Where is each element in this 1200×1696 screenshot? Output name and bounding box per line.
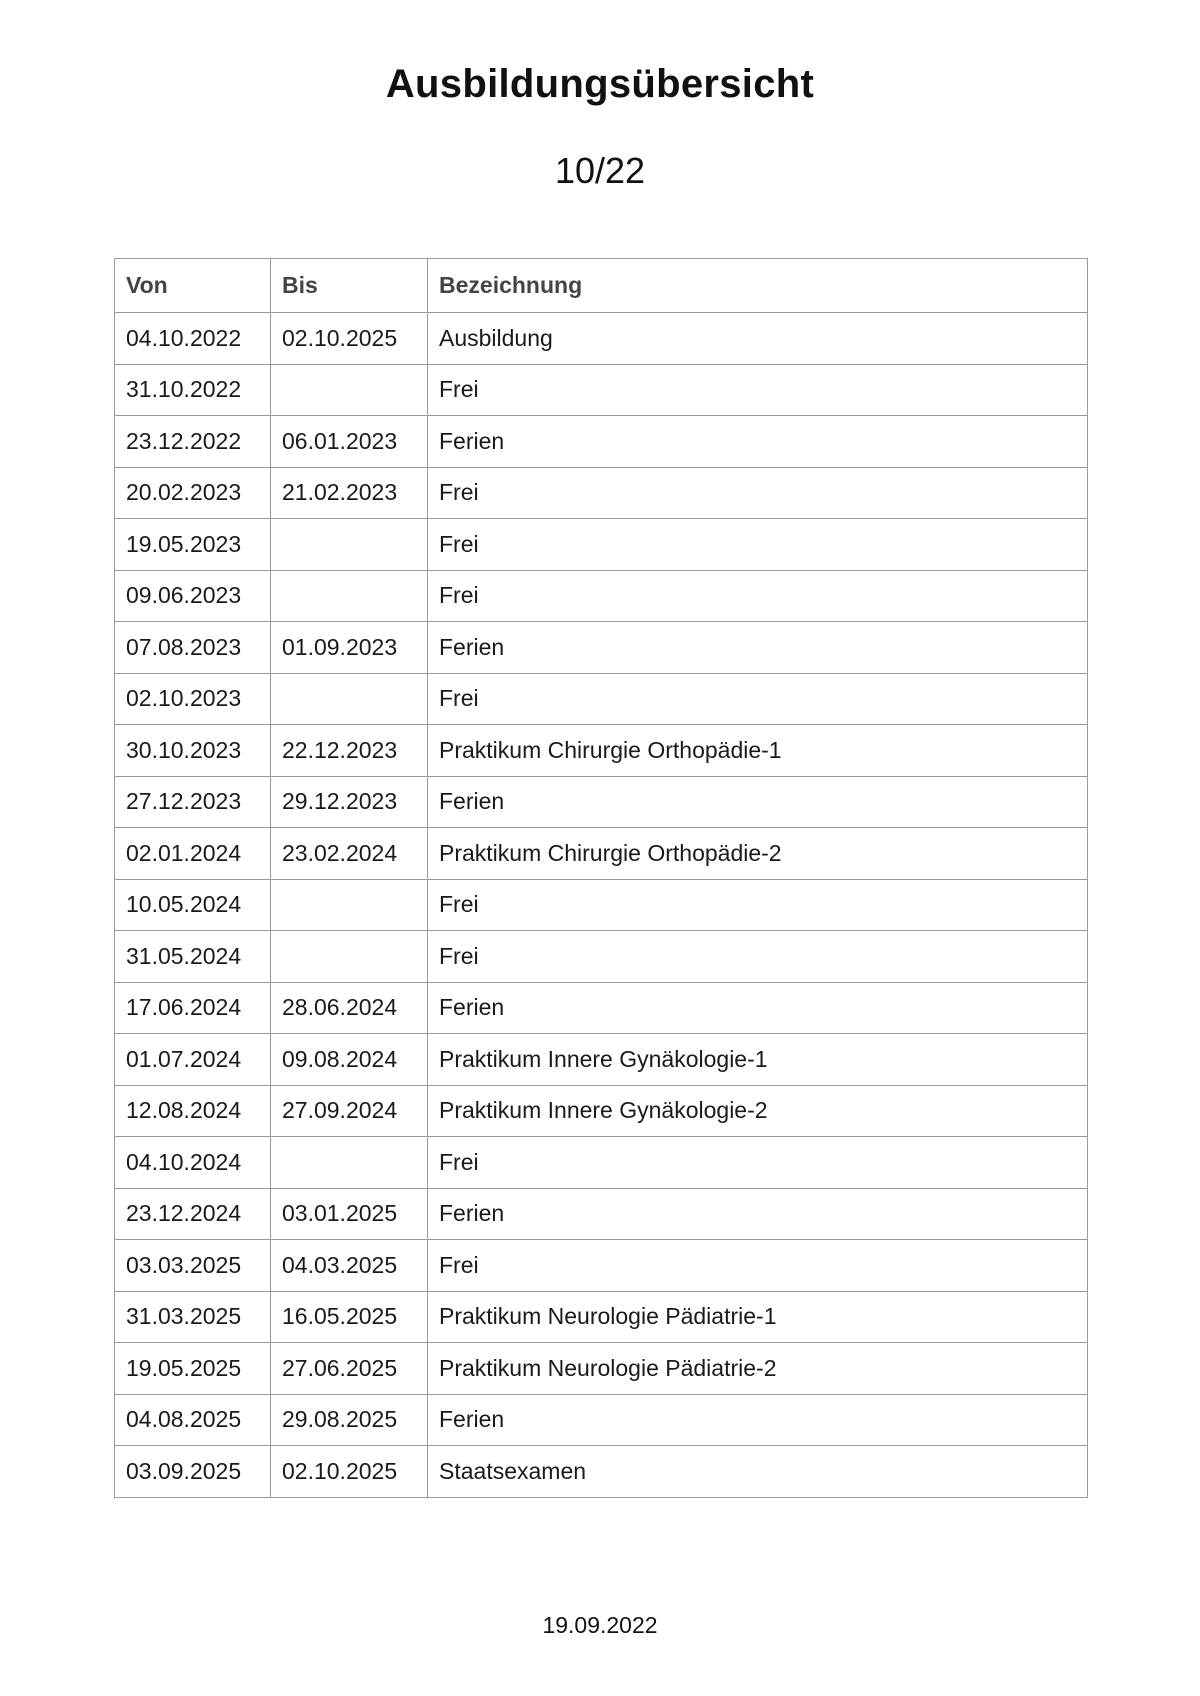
cell-von: 04.08.2025 — [115, 1394, 271, 1446]
cell-bezeichnung: Frei — [428, 1137, 1088, 1189]
table-row — [115, 1343, 1088, 1395]
cell-bezeichnung: Ferien — [428, 1188, 1088, 1240]
cell-bezeichnung: Frei — [428, 673, 1088, 725]
cell-bis: 16.05.2025 — [271, 1291, 428, 1343]
cell-bis: 04.03.2025 — [271, 1240, 428, 1292]
cell-von: 01.07.2024 — [115, 1034, 271, 1086]
cell-bezeichnung: Ferien — [428, 982, 1088, 1034]
cell-bezeichnung: Ausbildung — [428, 313, 1088, 365]
cell-bis: 21.02.2023 — [271, 467, 428, 519]
table-row — [115, 1291, 1088, 1343]
cell-von: 20.02.2023 — [115, 467, 271, 519]
table-row — [115, 1137, 1088, 1189]
cell-bis — [271, 931, 428, 983]
table-row — [115, 776, 1088, 828]
cell-bezeichnung: Frei — [428, 467, 1088, 519]
cell-von: 31.03.2025 — [115, 1291, 271, 1343]
cell-von: 03.09.2025 — [115, 1446, 271, 1498]
cell-von: 12.08.2024 — [115, 1085, 271, 1137]
cell-von: 09.06.2023 — [115, 570, 271, 622]
cell-von: 31.05.2024 — [115, 931, 271, 983]
table-header-row — [115, 259, 1088, 313]
table-row — [115, 1188, 1088, 1240]
cell-bis — [271, 1137, 428, 1189]
cell-bis — [271, 570, 428, 622]
cell-bis: 02.10.2025 — [271, 313, 428, 365]
table-row — [115, 1240, 1088, 1292]
table-row — [115, 416, 1088, 468]
table-row — [115, 570, 1088, 622]
cell-bezeichnung: Frei — [428, 570, 1088, 622]
table-body — [115, 313, 1088, 1498]
cell-von: 07.08.2023 — [115, 622, 271, 674]
cell-bis: 03.01.2025 — [271, 1188, 428, 1240]
cell-bezeichnung: Frei — [428, 879, 1088, 931]
cell-bis: 28.06.2024 — [271, 982, 428, 1034]
cell-von: 30.10.2023 — [115, 725, 271, 777]
cell-bis: 27.06.2025 — [271, 1343, 428, 1395]
cell-von: 23.12.2024 — [115, 1188, 271, 1240]
cell-von: 31.10.2022 — [115, 364, 271, 416]
cell-von: 02.01.2024 — [115, 828, 271, 880]
footer-date: 19.09.2022 — [542, 1612, 658, 1638]
table-row — [115, 828, 1088, 880]
cell-bezeichnung: Ferien — [428, 776, 1088, 828]
cell-bis — [271, 673, 428, 725]
table-row — [115, 519, 1088, 571]
table-row — [115, 1394, 1088, 1446]
table-row — [115, 467, 1088, 519]
table-row — [115, 879, 1088, 931]
cell-bis — [271, 879, 428, 931]
table-row — [115, 1034, 1088, 1086]
cell-bezeichnung: Praktikum Innere Gynäkologie-2 — [428, 1085, 1088, 1137]
cell-von: 03.03.2025 — [115, 1240, 271, 1292]
cell-von: 19.05.2025 — [115, 1343, 271, 1395]
cell-von: 04.10.2024 — [115, 1137, 271, 1189]
cell-bis: 22.12.2023 — [271, 725, 428, 777]
cell-bis — [271, 519, 428, 571]
cell-bis: 23.02.2024 — [271, 828, 428, 880]
cell-bezeichnung: Praktikum Chirurgie Orthopädie-1 — [428, 725, 1088, 777]
cell-bezeichnung: Frei — [428, 519, 1088, 571]
cell-bezeichnung: Praktikum Innere Gynäkologie-1 — [428, 1034, 1088, 1086]
cell-bis: 27.09.2024 — [271, 1085, 428, 1137]
cell-bezeichnung: Praktikum Neurologie Pädiatrie-2 — [428, 1343, 1088, 1395]
cell-bezeichnung: Staatsexamen — [428, 1446, 1088, 1498]
cell-von: 23.12.2022 — [115, 416, 271, 468]
page-title: Ausbildungsübersicht — [385, 62, 815, 106]
table-row — [115, 622, 1088, 674]
cell-bis: 06.01.2023 — [271, 416, 428, 468]
page-subtitle: 10/22 — [554, 150, 646, 191]
cell-von: 17.06.2024 — [115, 982, 271, 1034]
table-row — [115, 1446, 1088, 1498]
table-row — [115, 982, 1088, 1034]
table-row — [115, 725, 1088, 777]
table-row — [115, 313, 1088, 365]
cell-von: 10.05.2024 — [115, 879, 271, 931]
table-row — [115, 364, 1088, 416]
table-row — [115, 931, 1088, 983]
cell-bis — [271, 364, 428, 416]
column-header-bis: Bis — [271, 259, 428, 313]
cell-von: 19.05.2023 — [115, 519, 271, 571]
cell-bezeichnung: Frei — [428, 364, 1088, 416]
cell-bezeichnung: Ferien — [428, 622, 1088, 674]
cell-bis: 01.09.2023 — [271, 622, 428, 674]
cell-bezeichnung: Praktikum Chirurgie Orthopädie-2 — [428, 828, 1088, 880]
cell-bezeichnung: Frei — [428, 931, 1088, 983]
cell-bis: 29.12.2023 — [271, 776, 428, 828]
cell-bezeichnung: Ferien — [428, 1394, 1088, 1446]
cell-bezeichnung: Ferien — [428, 416, 1088, 468]
cell-bis: 29.08.2025 — [271, 1394, 428, 1446]
schedule-table — [114, 258, 1088, 1498]
cell-bis: 09.08.2024 — [271, 1034, 428, 1086]
cell-von: 27.12.2023 — [115, 776, 271, 828]
cell-bezeichnung: Frei — [428, 1240, 1088, 1292]
column-header-von: Von — [115, 259, 271, 313]
column-header-bezeichnung: Bezeichnung — [428, 259, 1088, 313]
table-row — [115, 673, 1088, 725]
table-row — [115, 1085, 1088, 1137]
cell-bis: 02.10.2025 — [271, 1446, 428, 1498]
cell-von: 02.10.2023 — [115, 673, 271, 725]
cell-von: 04.10.2022 — [115, 313, 271, 365]
cell-bezeichnung: Praktikum Neurologie Pädiatrie-1 — [428, 1291, 1088, 1343]
